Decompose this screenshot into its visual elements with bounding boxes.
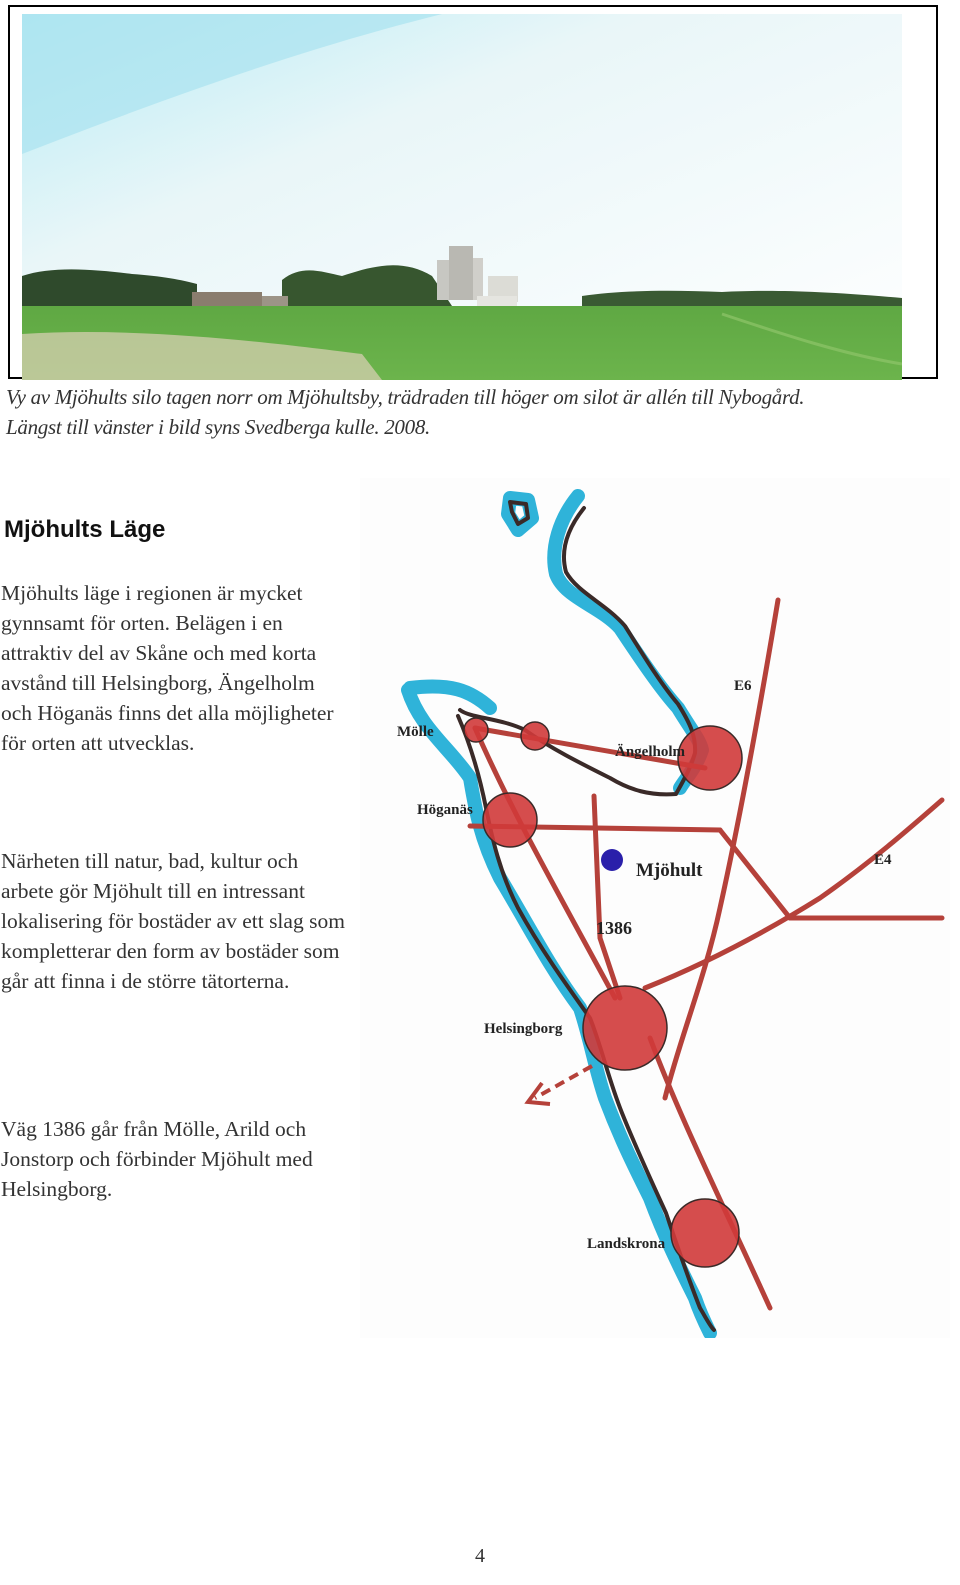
- town-hoganas: [483, 793, 537, 847]
- town-molle: [464, 718, 488, 742]
- section-title: Mjöhults Läge: [4, 516, 166, 543]
- paragraph-road: Väg 1386 går från Mölle, Arild och Jonstorp och förbinder Mjöhult med Helsingborg.: [1, 1117, 313, 1201]
- label-hoganas: Höganäs: [417, 802, 473, 818]
- town-arild: [521, 722, 549, 750]
- label-e6: E6: [734, 678, 752, 694]
- town-angelholm: [678, 726, 742, 790]
- label-road-1386: 1386: [596, 918, 632, 938]
- label-molle: Mölle: [397, 724, 434, 740]
- label-helsingborg: Helsingborg: [484, 1021, 563, 1037]
- label-landskrona: Landskrona: [587, 1236, 666, 1252]
- town-helsingborg: [583, 986, 667, 1070]
- photo-caption: [6, 382, 926, 442]
- caption-line-2: Längst till vänster i bild syns Svedberga kulle. 2008.: [6, 415, 430, 439]
- region-map: [360, 478, 950, 1338]
- town-landskrona: [671, 1199, 739, 1267]
- photo-frame: [8, 5, 938, 379]
- label-e4: E4: [874, 852, 892, 868]
- paragraph-nature: Närheten till natur, bad, kultur och arbete gör Mjöhult till en intressant lokalisering för bostäder av ett slag som kompletterar den form av bostäder som går att finna i de större tätorterna.: [1, 849, 345, 993]
- landscape-photo: [22, 14, 902, 380]
- label-angelholm: Ängelholm: [615, 744, 686, 760]
- label-mjohult: Mjöhult: [636, 860, 703, 881]
- mjohult-dot: [601, 849, 623, 871]
- caption-line-1: Vy av Mjöhults silo tagen norr om Mjöhultsby, trädraden till höger om silot är allén till Nybogård.: [6, 385, 805, 409]
- paragraph-location: Mjöhults läge i regionen är mycket gynnsamt för orten. Belägen i en attraktiv del av Skåne och med korta avstånd till Helsingborg, Ängelholm och Höganäs finns det alla möjligheter för orten att utvecklas.: [1, 581, 334, 755]
- page-number: 4: [475, 1545, 485, 1567]
